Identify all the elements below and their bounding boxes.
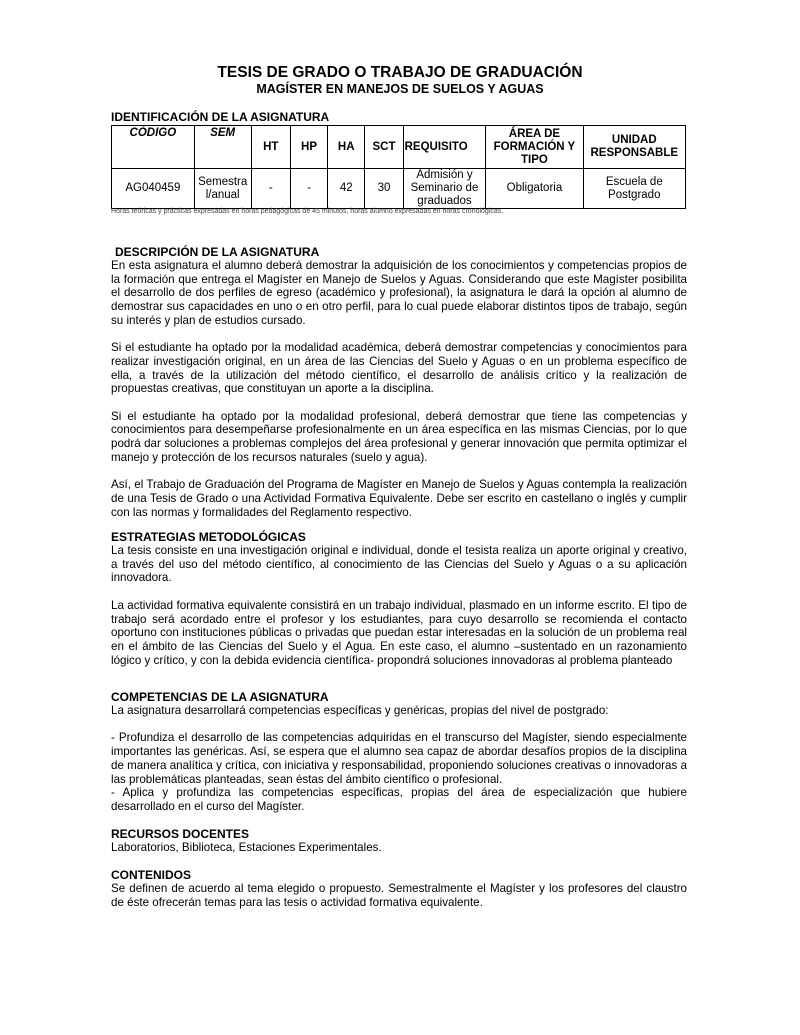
resources-section: [111, 841, 687, 855]
table-header-row: [112, 126, 686, 169]
column-header-requisito: REQUISITO: [403, 126, 486, 169]
column-header-ht: HT: [251, 126, 290, 169]
cell-sem: Semestra l/anual: [194, 169, 251, 209]
cell-requisito: Admisión y Seminario de graduados: [403, 169, 486, 209]
column-header-sct: SCT: [365, 126, 403, 169]
cell-unidad: Escuela de Postgrado: [583, 169, 685, 209]
table-row: [112, 169, 686, 209]
competency-item: - Profundiza el desarrollo de las competencias adquiridas en el transcurso del Magíster, siendo especialmente importantes las genéricas. Así, se espera que el alumno sea capaz de abordar desafíos propios de la disciplina de manera analítica y crítica, con iniciativa y responsabilidad, proponiendo soluciones creativas o innovadoras a las problemáticas planteadas, sean éstas del ámbito científico o profesional.: [111, 731, 687, 786]
table-footnote: Horas teóricas y prácticas expresadas en horas pedagógicas de 45 minutos, horas alumno expresadas en horas cronológicas.: [111, 208, 504, 215]
cell-area: Obligatoria: [486, 169, 583, 209]
resources-heading: RECURSOS DOCENTES: [111, 827, 250, 841]
competencies-intro: La asignatura desarrollará competencias específicas y genéricas, propias del nivel de postgrado:: [111, 704, 609, 717]
cell-sct: 30: [365, 169, 403, 209]
column-header-area: ÁREA DE FORMACIÓN Y TIPO: [486, 126, 583, 169]
document-title: TESIS DE GRADO O TRABAJO DE GRADUACIÓN: [217, 64, 583, 81]
course-table: [111, 125, 686, 209]
column-header-hp: HP: [290, 126, 327, 169]
competencies-heading: COMPETENCIAS DE LA ASIGNATURA: [111, 690, 329, 704]
description-paragraph: Así, el Trabajo de Graduación del Programa de Magíster en Manejo de Suelos y Aguas contempla la realización de una Tesis de Grado o una Actividad Formativa Equivalente. Debe ser escrito en castellano o inglés y cumplir con las normas y formalidades del Reglamento respectivo.: [111, 478, 687, 519]
course-table-wrap: [111, 125, 686, 209]
contents-section: [111, 882, 687, 909]
strategies-paragraph: La tesis consiste en una investigación original e individual, donde el tesista realiza un aporte original y creativo, a través del uso del método científico, al conocimiento de las Ciencias del Suelo y Aguas o a su aplicación innovadora.: [111, 544, 687, 585]
competencies-section: [111, 704, 687, 814]
cell-codigo: AG040459: [112, 169, 195, 209]
column-header-sem: SEM: [194, 126, 251, 169]
cell-hp: -: [290, 169, 327, 209]
description-paragraph: Si el estudiante ha optado por la modalidad académica, deberá demostrar competencias y conocimientos para realizar investigación original, en un área de las Ciencias del Suelo y Aguas o en un problema específico de ella, a través de la utilización del método científico, el desarrollo de análisis crítico y la realización de propuestas creativas, que constituyan un aporte a la disciplina.: [111, 341, 687, 396]
strategies-section: [111, 544, 687, 667]
document-subtitle: MAGÍSTER EN MANEJOS DE SUELOS Y AGUAS: [256, 82, 544, 96]
strategies-heading: ESTRATEGIAS METODOLÓGICAS: [111, 530, 306, 544]
description-paragraph: Si el estudiante ha optado por la modalidad profesional, deberá demostrar que tiene las competencias y conocimientos para desempeñarse profesionalmente en un área específica en las mismas Ciencias, por lo que podrá dar soluciones a problemas complejos del área profesional y generar innovación que permita optimizar el manejo y protección de los recursos naturales (suelo y agua).: [111, 409, 687, 464]
column-header-ha: HA: [328, 126, 365, 169]
cell-ha: 42: [328, 169, 365, 209]
column-header-unidad: UNIDAD RESPONSABLE: [583, 126, 685, 169]
column-header-codigo: CÓDIGO: [112, 126, 195, 169]
identification-heading: IDENTIFICACIÓN DE LA ASIGNATURA: [111, 110, 330, 124]
contents-text: Se definen de acuerdo al tema elegido o propuesto. Semestralmente el Magíster y los profesores del claustro de éste ofrecerán temas para las tesis o actividad formativa equivalente.: [111, 882, 687, 909]
cell-ht: -: [251, 169, 290, 209]
resources-text: Laboratorios, Biblioteca, Estaciones Experimentales.: [111, 841, 382, 854]
contents-heading: CONTENIDOS: [111, 868, 192, 882]
strategies-paragraph: La actividad formativa equivalente consistirá en un trabajo individual, plasmado en un informe escrito. El tipo de trabajo será acordado entre el profesor y los estudiantes, para cuyo desarrollo se recomienda el contacto oportuno con instituciones públicas o privadas que puedan estar interesadas en la solución de un problema real en el ámbito de las Ciencias del Suelo y el Agua. En este caso, el alumno –sustentado en un razonamiento lógico y crítico, y con la debida evidencia científica- propondrá soluciones innovadoras al problema planteado: [111, 598, 687, 667]
competency-item: - Aplica y profundiza las competencias específicas, propias del área de especialización que hubiere desarrollado en el curso del Magíster.: [111, 786, 687, 813]
description-section: [111, 259, 687, 519]
description-paragraph: En esta asignatura el alumno deberá demostrar la adquisición de los conocimientos y competencias propios de la formación que entrega el Magíster en Manejo de Suelos y Aguas. Considerando que este Magíster posibilita el desarrollo de dos perfiles de egreso (académico y profesional), la asignatura le dará la opción al alumno de demostrar sus capacidades en uno o en otro perfil, para lo cual puede elaborar distintos tipos de trabajo, según su interés y plan de estudios cursado.: [111, 259, 687, 327]
description-heading: DESCRIPCIÓN DE LA ASIGNATURA: [115, 245, 320, 259]
